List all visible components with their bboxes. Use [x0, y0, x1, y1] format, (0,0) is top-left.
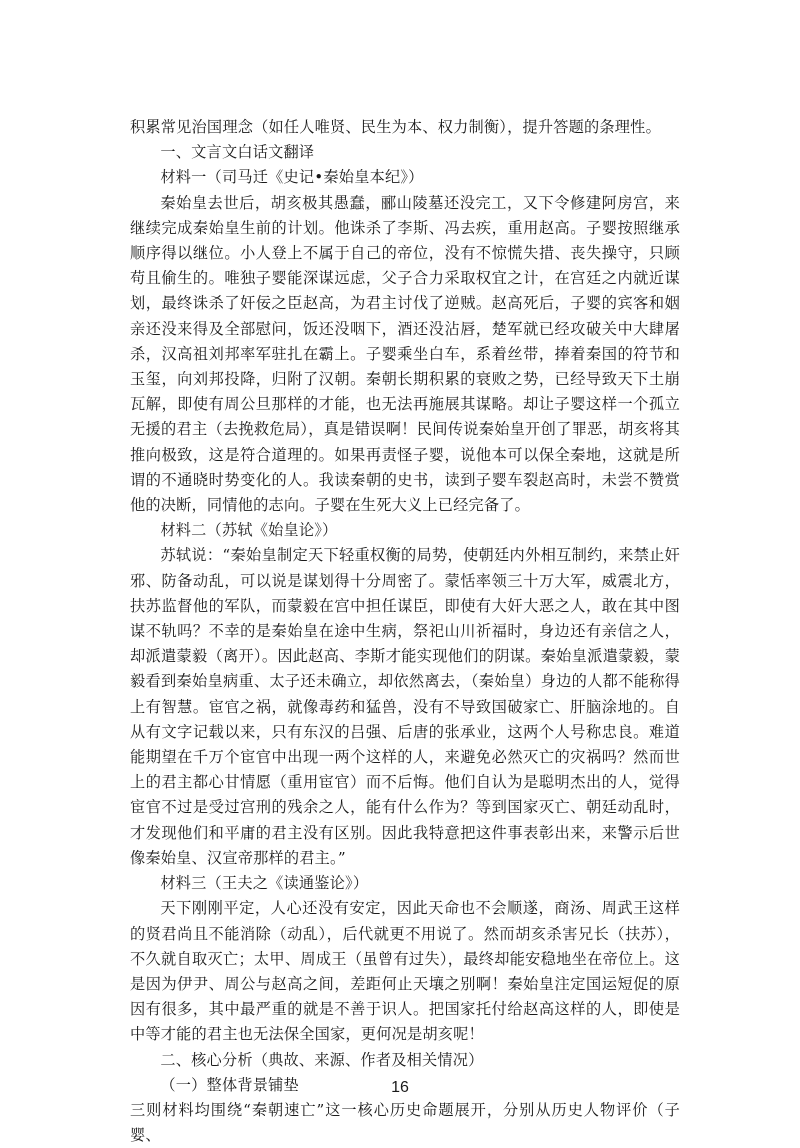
material-one-text: 秦始皇去世后，胡亥极其愚蠢，郦山陵墓还没完工，又下令修建阿房宫，来继续完成秦始皇生前的计划。他诛杀了李斯、冯去疾，重用赵高。子婴按照继承顺序得以继位。小人登上不属于自己的帝位，没有不惊慌失措、丧失操守，只顾苟且偷生的。唯独子婴能深谋远虑，父子合力采取权宜之计，在宫廷之内就近谋划，最终诛杀了奸佞之臣赵高，为君主讨伐了逆贼。赵高死后，子婴的宾客和姻亲还没来得及全部慰问，饭还没咽下，酒还没沾唇，楚军就已经攻破关中大肆屠杀，汉高祖刘邦率军驻扎在霸上。子婴乘坐白车，系着丝带，捧着秦国的符节和玉玺，向刘邦投降，归附了汉朝。秦朝长期积累的衰败之势，已经导致天下土崩瓦解，即使有周公旦那样的才能，也无法再施展其谋略。却让子婴这样一个孤立无援的君主（去挽救危局），真是错误啊！民间传说秦始皇开创了罪恶，胡亥将其推向极致，这是符合道理的。如果再责怪子婴，说他本可以保全秦地，这就是所谓的不通晓时势变化的人。我读秦朝的史书，读到子婴车裂赵高时，未尝不赞赏他的决断，同情他的志向。子婴在生死大义上已经完备了。 [130, 193, 680, 515]
document-body [130, 115, 680, 1148]
material-three-heading: 材料三（王夫之《读通鉴论》） [160, 874, 369, 893]
material-three-text: 天下刚刚平定，人心还没有安定，因此天命也不会顺遂，商汤、周武王这样的贤君尚且不能消除（动乱），后代就更不用说了。然而胡亥杀害兄长（扶苏），不久就自取灭亡；太甲、周成王（虽曾有过失），最终却能安稳地坐在帝位上。这是因为伊尹、周公与赵高之间，差距何止天壤之别啊！秦始皇注定国运短促的原因有很多，其中最严重的就是不善于识人。把国家托付给赵高这样的人，即使是中等才能的君主也无法保全国家，更何况是胡亥呢！ [130, 899, 680, 1044]
section-heading-translation: 一、文言文白话文翻译 [160, 143, 315, 162]
material-two-heading: 材料二（苏轼《始皇论》） [160, 521, 338, 540]
material-one-heading: 材料一（司马迁《史记•秦始皇本纪》） [160, 168, 424, 187]
material-two-text: 苏轼说：“秦始皇制定天下轻重权衡的局势，使朝廷内外相互制约，来禁止奸邪、防备动乱，可以说是谋划得十分周密了。蒙恬率领三十万大军，威震北方，扶苏监督他的军队，而蒙毅在宫中担任谋臣，即使有大奸大恶之人，敢在其中图谋不轨吗？不幸的是秦始皇在途中生病，祭祀山川祈福时，身边还有亲信之人，却派遣蒙毅（离开）。因此赵高、李斯才能实现他们的阴谋。秦始皇派遣蒙毅，蒙毅看到秦始皇病重、太子还未确立，却依然离去，（秦始皇）身边的人都不能称得上有智慧。宦官之祸，就像毒药和猛兽，没有不导致国破家亡、肝脑涂地的。自从有文字记载以来，只有东汉的吕强、后唐的张承业，这两个人号称忠良。难道能期望在千万个宦官中出现一两个这样的人，来避免必然灭亡的灾祸吗？然而世上的君主都心甘情愿（重用宦官）而不后悔。他们自认为是聪明杰出的人，觉得宦官不过是受过宫刑的残余之人，能有什么作为？等到国家灭亡、朝廷动乱时，才发现他们和平庸的君主没有区别。因此我特意把这件事表彰出来，来警示后世像秦始皇、汉宣帝那样的君主。” [130, 546, 680, 867]
background-text: 三则材料均围绕“秦朝速亡”这一核心历史命题展开，分别从历史人物评价（子婴、 [130, 1100, 680, 1145]
section-heading-analysis: 二、核心分析（典故、来源、作者及相关情况） [160, 1050, 484, 1069]
subsection-heading-background: （一）整体背景铺垫 [160, 1075, 299, 1094]
intro-line: 积累常见治国理念（如任人唯贤、民生为本、权力制衡），提升答题的条理性。 [130, 118, 661, 136]
page-number: 16 [391, 1079, 409, 1096]
